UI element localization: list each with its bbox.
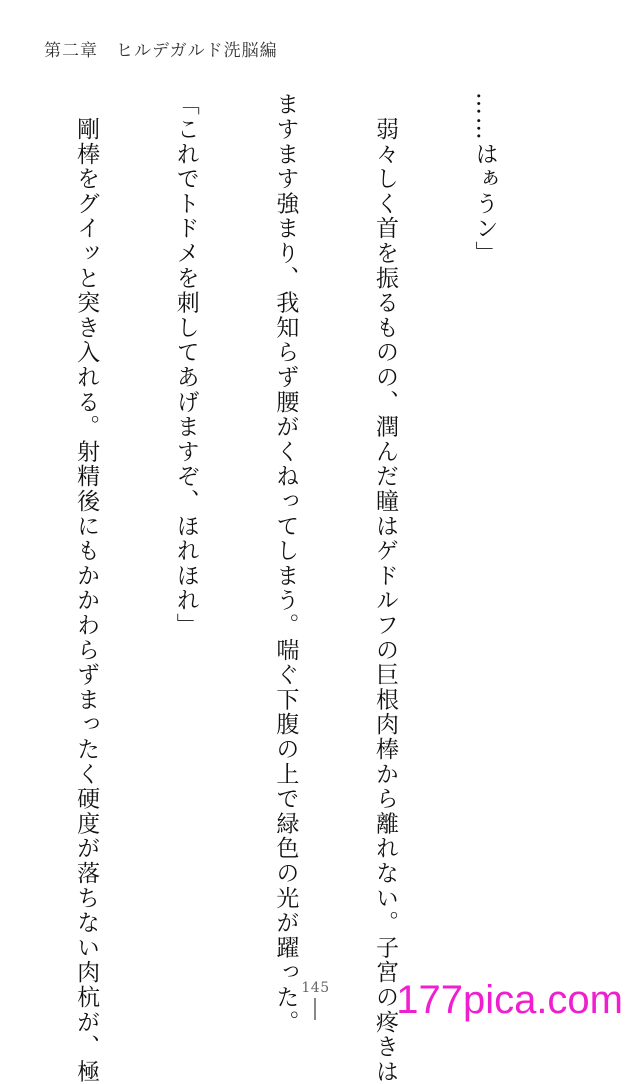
text-line: 弱々しく首を振るものの、潤んだ瞳はゲドルフの巨根肉棒から離れない。子宮の疼きは [371, 92, 398, 1084]
watermark: 177pica.com [396, 978, 623, 1022]
page-number-tick [314, 998, 316, 1020]
running-header: 第二章 ヒルデガルド洗脳編 [44, 41, 278, 61]
text-line: ……はぁうン」 [471, 92, 498, 266]
text-line: ますます強まり、我知らず腰がくねってしまう。喘ぐ下腹の上で緑色の光が躍った。 [272, 92, 299, 1035]
text-line: 剛棒をグイッと突き入れる。射精後にもかかわらずまったく硬度が落ちない肉杭が、極 [73, 92, 100, 1084]
page-number: 145 [301, 980, 330, 996]
text-line: 「これでトドメを刺してあげますぞ、ほれほれ」 [172, 92, 199, 638]
text-line [0, 92, 3, 952]
